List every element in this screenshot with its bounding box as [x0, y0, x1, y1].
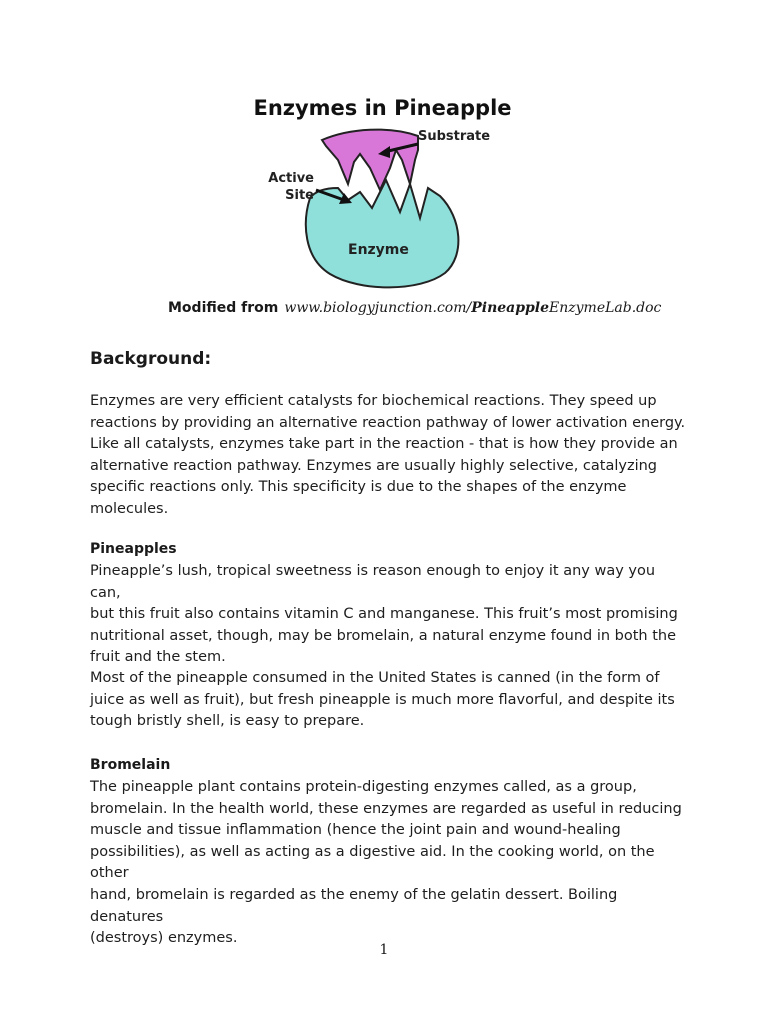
- source-url-bold: Pineapple: [471, 300, 550, 316]
- text-line: Like all catalysts, enzymes take part in the reaction - that is how they provide an: [90, 436, 678, 453]
- background-heading: Background:: [90, 349, 212, 369]
- source-url: [284, 300, 661, 316]
- text-line: possibilities), as well as acting as a digestive aid. In the cooking world, on the other: [90, 843, 655, 882]
- text-line: nutritional asset, though, may be bromelain, a natural enzyme found in both the: [90, 627, 677, 644]
- bromelain-paragraph: [90, 777, 690, 950]
- text-line: Enzymes are very efficient catalysts for biochemical reactions. They speed up: [90, 393, 657, 409]
- text-line: (destroys) enzymes.: [90, 930, 238, 947]
- text-line: fruit and the stem.: [90, 649, 226, 666]
- active-site-label-line1: Active: [268, 171, 314, 186]
- page-number: 1: [379, 942, 389, 958]
- figure-title: Enzymes in Pineapple: [253, 96, 512, 120]
- enzyme-figure: [250, 88, 510, 298]
- pineapples-paragraph-1: [90, 561, 690, 669]
- text-line: but this fruit also contains vitamin C and manganese. This fruit’s most promising: [90, 606, 678, 623]
- text-line: The pineapple plant contains protein-digesting enzymes called, as a group,: [90, 779, 637, 795]
- text-line: muscle and tissue inflammation (hence the joint pain and wound-healing: [90, 822, 621, 839]
- text-line: hand, bromelain is regarded as the enemy of the gelatin dessert. Boiling denatures: [90, 886, 618, 925]
- bromelain-heading: Bromelain: [90, 757, 171, 773]
- text-line: Pineapple’s lush, tropical sweetness is reason enough to enjoy it any way you can,: [90, 563, 656, 601]
- text-line: Most of the pineapple consumed in the United States is canned (in the form of: [90, 670, 660, 686]
- source-url-suffix: EnzymeLab.doc: [549, 300, 662, 316]
- pineapples-heading: Pineapples: [90, 541, 177, 557]
- source-label: Modified from: [168, 300, 279, 316]
- substrate-shape: [322, 130, 418, 190]
- text-line: reactions by providing an alternative reaction pathway of lower activation energy.: [90, 414, 686, 431]
- background-paragraph: [90, 391, 690, 521]
- text-line: alternative reaction pathway. Enzymes are usually highly selective, catalyzing: [90, 457, 657, 474]
- text-line: specific reactions only. This specificity is due to the shapes of the enzyme: [90, 479, 627, 496]
- source-url-prefix: www.biologyjunction.com/: [284, 300, 472, 316]
- active-site-label-line2: Site: [285, 188, 314, 203]
- source-line: [168, 300, 661, 316]
- substrate-label: Substrate: [418, 129, 491, 144]
- text-line: bromelain. In the health world, these enzymes are regarded as useful in reducing: [90, 800, 682, 817]
- enzyme-label: Enzyme: [348, 242, 409, 258]
- active-site-label: [264, 170, 314, 204]
- text-line: juice as well as fruit), but fresh pineapple is much more flavorful, and despite its: [90, 691, 675, 708]
- text-line: molecules.: [90, 500, 169, 517]
- pineapples-paragraph-2: [90, 668, 690, 733]
- text-line: tough bristly shell, is easy to prepare.: [90, 713, 365, 730]
